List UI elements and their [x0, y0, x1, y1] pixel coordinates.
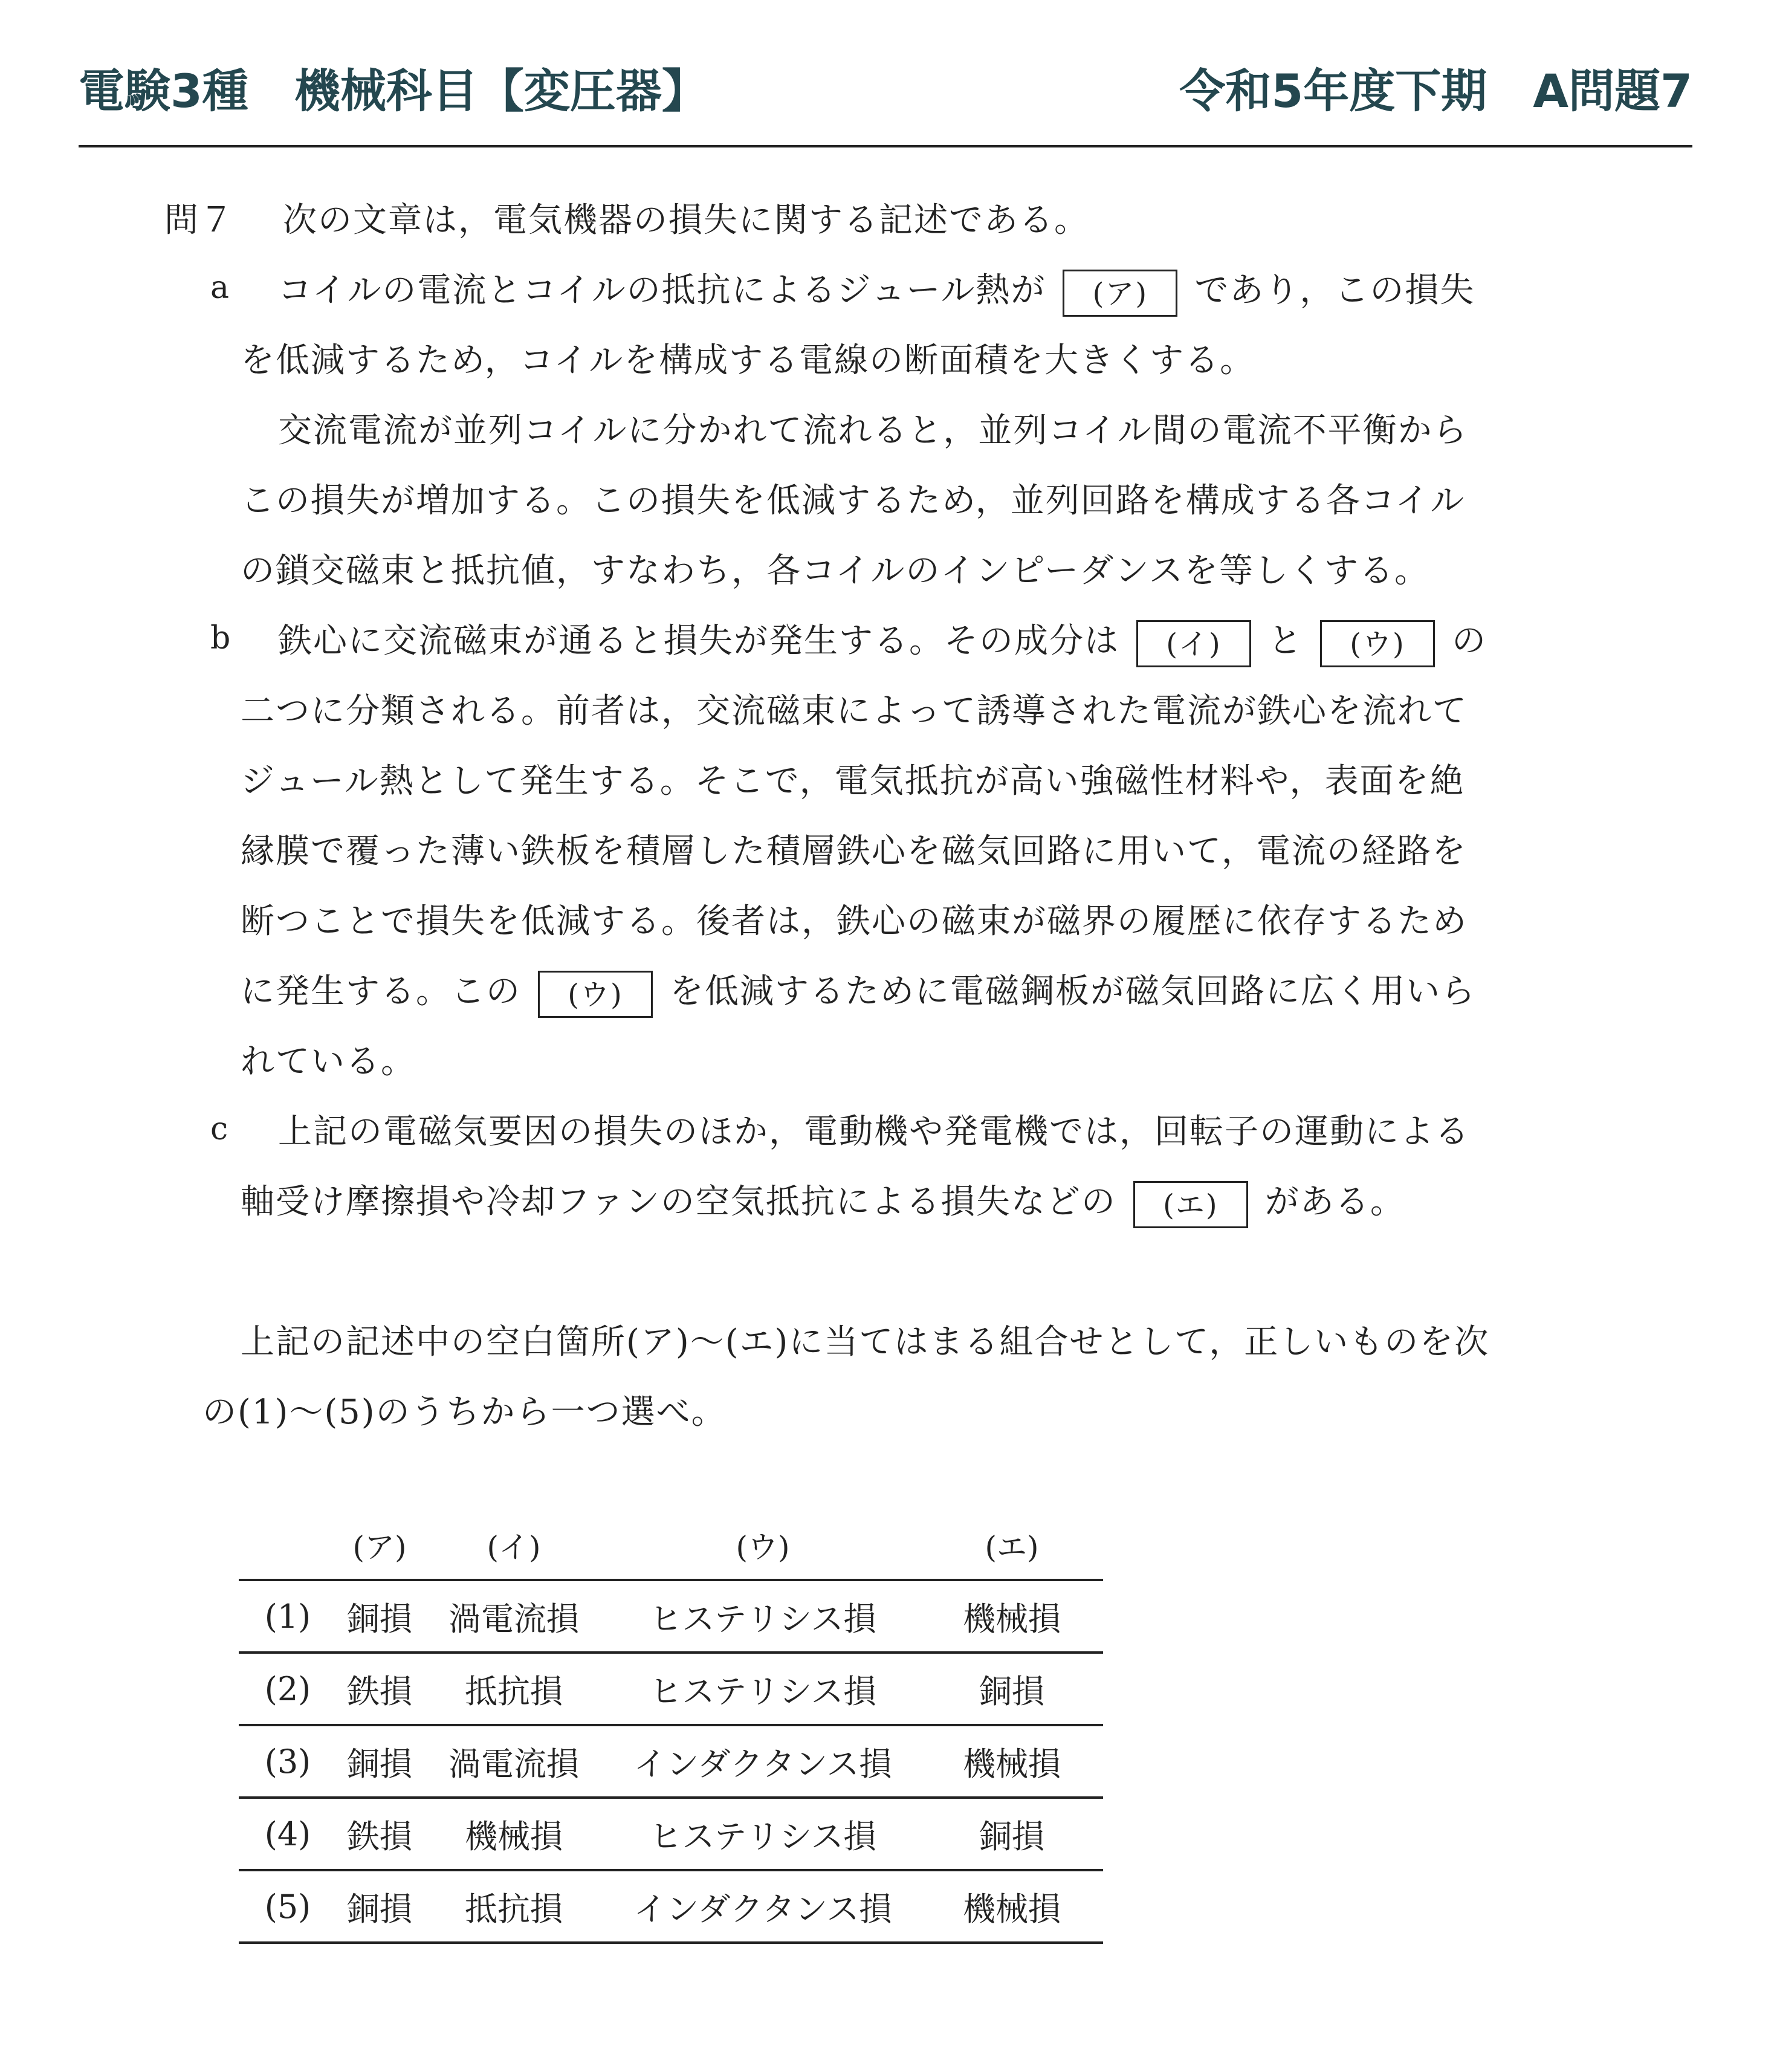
- para-a-line-4: この損失が増加する。この損失を低減するため，並列回路を構成する各コイル: [241, 481, 1466, 520]
- para-a-label: a: [210, 270, 231, 306]
- header-cell-u: (ウ): [736, 1530, 790, 1565]
- cell-u: インダクタンス損: [605, 1725, 921, 1798]
- header-cell-i: (イ): [487, 1530, 541, 1565]
- para-b-line-1: [278, 614, 1487, 667]
- table-row[interactable]: [239, 1725, 1103, 1798]
- answer-options-table: [239, 1511, 1103, 1944]
- header-exam-id: 令和5年度下期 A問題7: [1179, 64, 1692, 118]
- cell-i: 機械損: [422, 1798, 605, 1870]
- question-number: 問７: [164, 201, 235, 240]
- cell-u: ヒステリシス損: [605, 1580, 921, 1653]
- para-c-text: 軸受け摩擦損や冷却ファンの空気抵抗による損失などの: [241, 1182, 1116, 1222]
- cell-u: ヒステリシス損: [605, 1798, 921, 1870]
- cell-e: 機械損: [921, 1580, 1103, 1653]
- header-cell: [239, 1511, 337, 1580]
- cell-a: 銅損: [337, 1580, 422, 1653]
- cell-a: 鉄損: [337, 1798, 422, 1870]
- header-cell-e: (エ): [985, 1530, 1039, 1565]
- cell-i: 抵抗損: [422, 1653, 605, 1725]
- instruction-line-2: の(1)～(5)のうちから一つ選べ。: [202, 1393, 727, 1432]
- para-b-text: と: [1268, 621, 1303, 661]
- para-b-line-7: れている。: [241, 1042, 416, 1081]
- blank-a: (ア): [1063, 270, 1177, 317]
- cell-u: インダクタンス損: [605, 1870, 921, 1943]
- para-c-line-2: [241, 1175, 1405, 1228]
- para-a-line-3: 交流電流が並列コイルに分かれて流れると，並列コイル間の電流不平衡から: [278, 411, 1468, 450]
- blank-u-repeat: (ウ): [538, 971, 653, 1018]
- question-intro: 次の文章は，電気機器の損失に関する記述である。: [283, 201, 1089, 240]
- table-row[interactable]: [239, 1580, 1103, 1653]
- cell-e: 機械損: [921, 1870, 1103, 1943]
- blank-e: (エ): [1133, 1181, 1248, 1228]
- para-a-line-2: を低減するため，コイルを構成する電線の断面積を大きくする。: [241, 341, 1255, 380]
- para-b-text: を低減するために電磁鋼板が磁気回路に広く用いら: [670, 972, 1476, 1011]
- cell-a: 銅損: [337, 1725, 422, 1798]
- para-c-text: がある。: [1264, 1182, 1405, 1222]
- para-b-line-2: 二つに分類される。前者は，交流磁束によって誘導された電流が鉄心を流れて: [241, 691, 1468, 731]
- cell-i: 抵抗損: [422, 1870, 605, 1943]
- para-a-line-1: [278, 264, 1475, 317]
- option-number: (5): [239, 1870, 337, 1943]
- instruction-line-1: 上記の記述中の空白箇所(ア)～(エ)に当てはまる組合せとして，正しいものを次: [241, 1323, 1490, 1362]
- para-b-text: に発生する。この: [241, 972, 521, 1011]
- para-b-text: の: [1452, 621, 1487, 661]
- header-subject: 電験3種 機械科目【変圧器】: [79, 64, 708, 118]
- option-number: (1): [239, 1580, 337, 1653]
- table-row[interactable]: [239, 1870, 1103, 1943]
- cell-a: 銅損: [337, 1870, 422, 1943]
- header-divider: [79, 145, 1692, 147]
- para-b-line-5: 断つことで損失を低減する。後者は，鉄心の磁束が磁界の履歴に依存するため: [241, 902, 1468, 941]
- cell-e: 銅損: [921, 1653, 1103, 1725]
- para-c-label: c: [210, 1111, 230, 1147]
- cell-e: 機械損: [921, 1725, 1103, 1798]
- blank-i: (イ): [1136, 620, 1251, 667]
- cell-a: 鉄損: [337, 1653, 422, 1725]
- para-b-line-4: 縁膜で覆った薄い鉄板を積層した積層鉄心を磁気回路に用いて，電流の経路を: [241, 832, 1467, 871]
- para-b-line-3: ジュール熱として発生する。そこで，電気抵抗が高い強磁性材料や，表面を絶: [241, 762, 1465, 801]
- option-number: (4): [239, 1798, 337, 1870]
- para-a-text: コイルの電流とコイルの抵抗によるジュール熱が: [278, 271, 1046, 310]
- para-b-label: b: [210, 620, 232, 656]
- para-a-text: であり，この損失: [1194, 271, 1475, 310]
- option-number: (2): [239, 1653, 337, 1725]
- para-b-text: 鉄心に交流磁束が通ると損失が発生する。その成分は: [278, 621, 1119, 661]
- table-row[interactable]: [239, 1653, 1103, 1725]
- cell-i: 渦電流損: [422, 1725, 605, 1798]
- table-header-row: [239, 1511, 1103, 1580]
- blank-u: (ウ): [1320, 620, 1435, 667]
- cell-u: ヒステリシス損: [605, 1653, 921, 1725]
- option-number: (3): [239, 1725, 337, 1798]
- para-c-line-1: 上記の電磁気要因の損失のほか，電動機や発電機では，回転子の運動による: [278, 1112, 1470, 1151]
- header-cell-a: (ア): [352, 1530, 407, 1565]
- table-row[interactable]: [239, 1798, 1103, 1870]
- question-title: [164, 193, 1089, 242]
- page-header: [79, 54, 1692, 118]
- para-a-line-5: の鎖交磁束と抵抗値，すなわち，各コイルのインピーダンスを等しくする。: [241, 551, 1429, 591]
- para-b-line-6: [241, 965, 1476, 1018]
- cell-e: 銅損: [921, 1798, 1103, 1870]
- cell-i: 渦電流損: [422, 1580, 605, 1653]
